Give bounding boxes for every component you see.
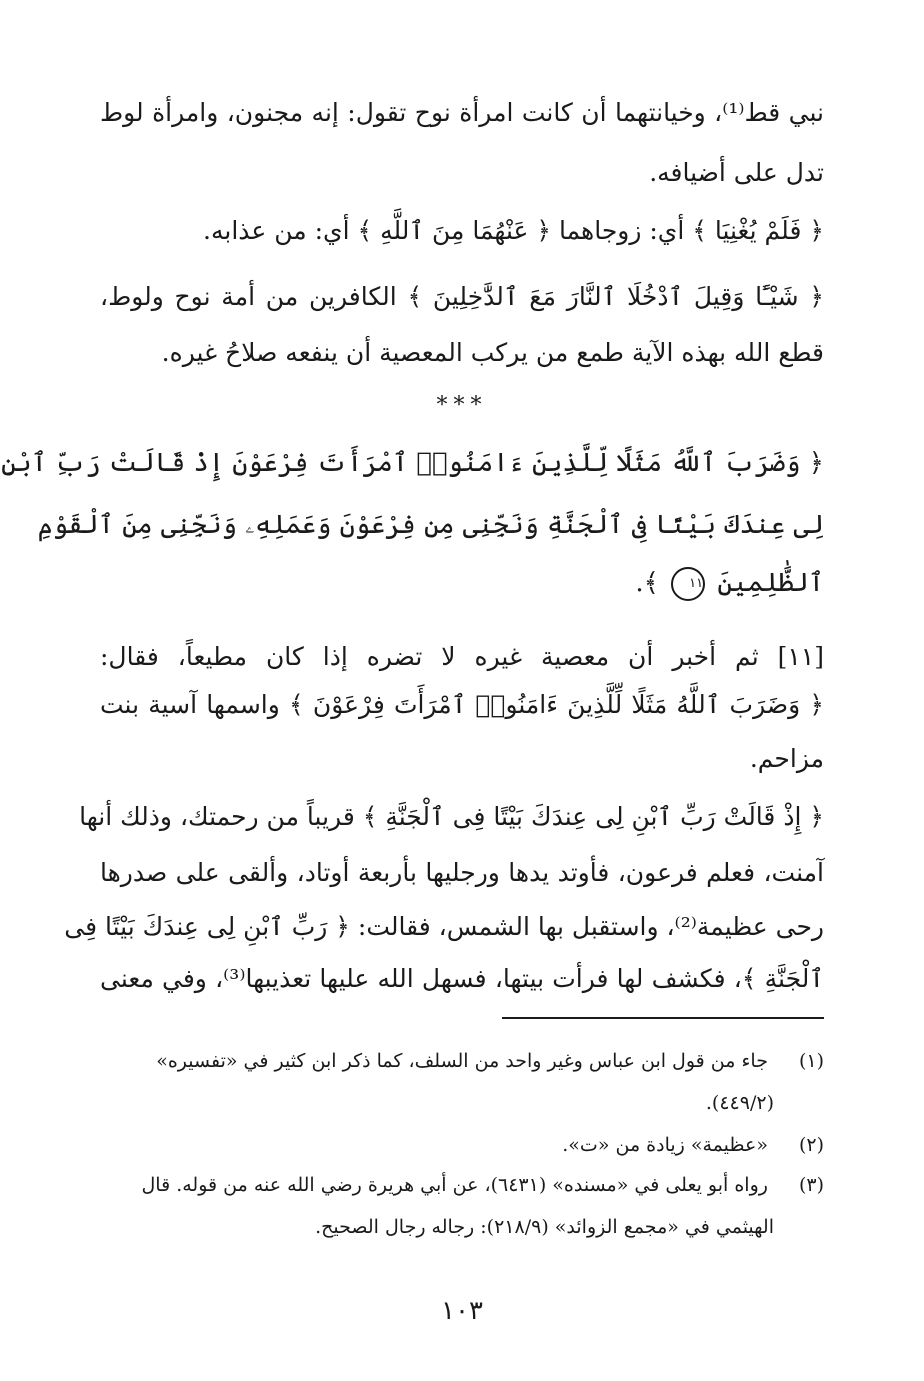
text-line: ﴿ فَلَمْ يُغْنِيَا ﴾ أي: زوجاهما ﴿ عَنْهُمَا مِنَ ٱللَّهِ ﴾ أي: من عذابه. [203,216,824,245]
verse-line: ﴿ وَضَرَبَ ٱللَّهُ مَثَلًا لِّلَّذِينَ ءَامَنُوا۟ ٱمْرَأَتَ فِرْعَوْنَ إِذْ قَالَتْ رَبِّ ٱبْنِ [1,448,824,478]
verse-text-end: ﴾. [635,568,659,598]
footnote-3 [100,1170,824,1200]
text-line: رحى عظيمة⁽²⁾، واستقبل بها الشمس، فقالت: ﴿ رَبِّ ٱبْنِ لِى عِندَكَ بَيْتًا فِى [64,912,824,941]
page-number: ١٠٣ [441,1296,483,1326]
text-line: ﴿ إِذْ قَالَتْ رَبِّ ٱبْنِ لِى عِندَكَ بَيْتًا فِى ٱلْجَنَّةِ ﴾ قريباً من رحمتك، وذلك أنها [79,802,824,831]
text-line: ٱلْجَنَّةِ ﴾، فكشف لها فرأت بيتها، فسهل الله عليها تعذيبها⁽³⁾، وفي معنى [100,964,824,993]
ayah-number-marker: ١١ [671,567,705,601]
text-line: [١١] ثم أخبر أن معصية غيره لا تضره إذا كان مطيعاً، فقال: [100,642,824,671]
footnote-number: (٣) [798,1174,824,1196]
footnote-3-continuation: الهيثمي في «مجمع الزوائد» (٢١٨/٩): رجاله رجال الصحيح. [315,1216,774,1238]
footnote-number: (٢) [798,1134,824,1156]
footnote-number: (١) [798,1050,824,1072]
text-line: آمنت، فعلم فرعون، فأوتد يدها ورجليها بأربعة أوتاد، وألقى على صدرها [100,858,824,887]
text-line: ﴿ شَيْـًٔا وَقِيلَ ٱدْخُلَا ٱلنَّارَ مَعَ ٱلدَّٰخِلِينَ ﴾ الكافرين من أمة نوح ولوط، [100,282,824,311]
footnote-separator [502,1017,824,1019]
text-line: مزاحم. [749,744,824,773]
verse-line: لِى عِندَكَ بَيْتًا فِى ٱلْجَنَّةِ وَنَجِّنِى مِن فِرْعَوْنَ وَعَمَلِهِۦ وَنَجِّنِى مِنَ ٱلْقَوْمِ [37,510,824,540]
footnote-text: «عظيمة» زيادة من «ت». [562,1134,768,1156]
footnote-1-continuation: (٤٤٩/٢). [705,1092,774,1114]
footnote-1 [100,1046,824,1076]
section-separator-stars: *** [436,393,488,418]
footnote-2 [100,1130,824,1160]
text-line: نبي قط⁽¹⁾، وخيانتهما أن كانت امرأة نوح تقول: إنه مجنون، وامرأة لوط [100,98,824,127]
footnote-text: جاء من قول ابن عباس وغير واحد من السلف، كما ذكر ابن كثير في «تفسيره» [156,1050,768,1072]
text-line: قطع الله بهذه الآية طمع من يركب المعصية أن ينفعه صلاحُ غيره. [161,338,824,367]
verse-line [100,566,824,601]
verse-text: ٱلظَّٰلِمِينَ [717,568,824,598]
text-line: تدل على أضيافه. [649,158,824,187]
text-line: ﴿ وَضَرَبَ ٱللَّهُ مَثَلًا لِّلَّذِينَ ءَامَنُوا۟ ٱمْرَأَتَ فِرْعَوْنَ ﴾ واسمها آسية بنت [100,690,824,719]
footnote-text: رواه أبو يعلى في «مسنده» (٦٤٣١)، عن أبي هريرة رضي الله عنه من قوله. قال [141,1174,768,1196]
